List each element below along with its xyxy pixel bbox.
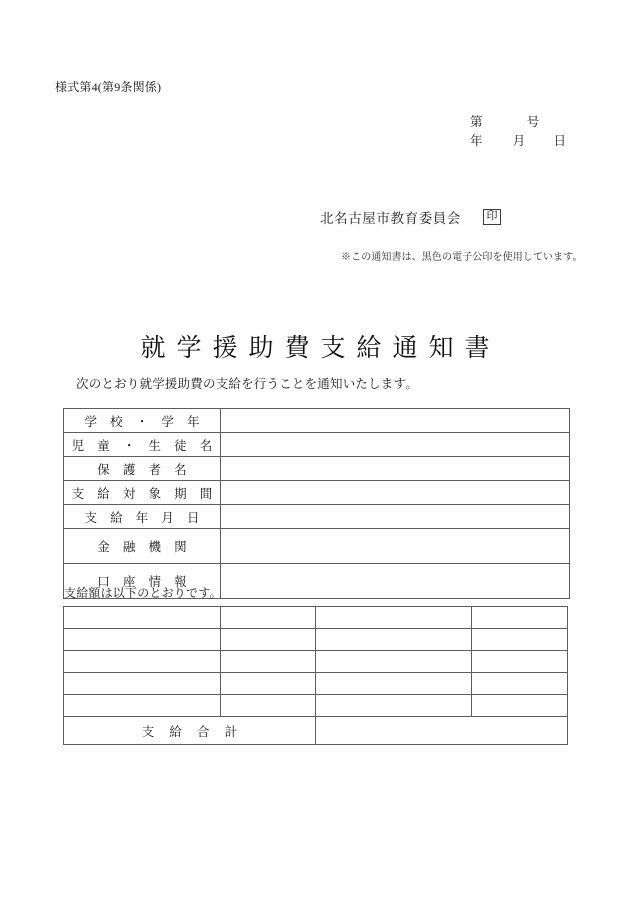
table-row: [64, 433, 570, 457]
table-row: [64, 409, 570, 433]
amount-cell-r3c4[interactable]: [472, 651, 568, 673]
info-value-school-grade[interactable]: [221, 409, 570, 433]
total-label: 支 給 合 計: [64, 717, 316, 745]
amount-cell-r5c3[interactable]: [316, 695, 472, 717]
issuer-block: [320, 207, 501, 227]
amount-cell-r5c4[interactable]: [472, 695, 568, 717]
amount-cell-r3c1[interactable]: [64, 651, 221, 673]
date-year-label: 年: [470, 134, 483, 148]
amount-cell-r2c2[interactable]: [221, 629, 316, 651]
info-label-guardian-name: 保 護 者 名: [64, 457, 221, 481]
info-value-account-info[interactable]: [221, 564, 570, 599]
amount-cell-r2c3[interactable]: [316, 629, 472, 651]
amount-cell-r5c2[interactable]: [221, 695, 316, 717]
amount-cell-r1c3[interactable]: [316, 607, 472, 629]
amount-cell-r1c1[interactable]: [64, 607, 221, 629]
info-value-guardian-name[interactable]: [221, 457, 570, 481]
table-row: [64, 481, 570, 505]
table-row: [64, 457, 570, 481]
amount-cell-r2c1[interactable]: [64, 629, 221, 651]
amount-cell-r3c3[interactable]: [316, 651, 472, 673]
amount-section-caption: 支給額は以下のとおりです。: [64, 586, 222, 600]
recipient-info-table: [63, 408, 570, 599]
date-day-label: 日: [553, 134, 567, 148]
amount-cell-r1c2[interactable]: [221, 607, 316, 629]
document-number-and-date: [470, 113, 566, 151]
electronic-seal-note: ※この通知書は、黒色の電子公印を使用しています。: [341, 252, 583, 263]
table-row: [64, 607, 568, 629]
table-row: [64, 673, 568, 695]
table-row: [64, 695, 568, 717]
issuer-name: 北名古屋市教育委員会: [320, 211, 461, 226]
info-label-payment-period: 支 給 対 象 期 間: [64, 481, 221, 505]
info-value-payment-date[interactable]: [221, 505, 570, 529]
amount-cell-r4c1[interactable]: [64, 673, 221, 695]
info-value-payment-period[interactable]: [221, 481, 570, 505]
document-date-line: [470, 132, 566, 151]
date-month-label: 月: [512, 134, 526, 148]
table-row: [64, 651, 568, 673]
amount-cell-r3c2[interactable]: [221, 651, 316, 673]
info-label-account-info: 口 座 情 報: [64, 564, 221, 599]
table-row: [64, 505, 570, 529]
amount-cell-r4c3[interactable]: [316, 673, 472, 695]
amount-cell-r4c4[interactable]: [472, 673, 568, 695]
intro-paragraph: 次のとおり就学援助費の支給を行うことを通知いたします。: [76, 377, 418, 391]
info-value-financial-institution[interactable]: [221, 529, 570, 564]
table-row: [64, 629, 568, 651]
page-title: 就学援助費支給通知書: [140, 335, 501, 362]
info-label-school-grade: 学 校 ・ 学 年: [64, 409, 221, 433]
amount-cell-r4c2[interactable]: [221, 673, 316, 695]
table-row-total: [64, 717, 568, 745]
amount-cell-r5c1[interactable]: [64, 695, 221, 717]
table-row: [64, 529, 570, 564]
amount-cell-r2c4[interactable]: [472, 629, 568, 651]
info-label-payment-date: 支 給 年 月 日: [64, 505, 221, 529]
form-number: 様式第4(第9条関係): [55, 80, 162, 94]
amount-breakdown-table: [63, 606, 568, 745]
amount-cell-r1c4[interactable]: [472, 607, 568, 629]
document-number-label: 第: [470, 115, 483, 129]
info-value-student-name[interactable]: [221, 433, 570, 457]
document-number-line: [470, 113, 566, 132]
document-number-unit: 号: [526, 115, 540, 129]
info-label-student-name: 児 童 ・ 生 徒 名: [64, 433, 221, 457]
official-seal-icon: 印: [483, 209, 501, 225]
info-label-financial-institution: 金 融 機 関: [64, 529, 221, 564]
total-value[interactable]: [316, 717, 568, 745]
